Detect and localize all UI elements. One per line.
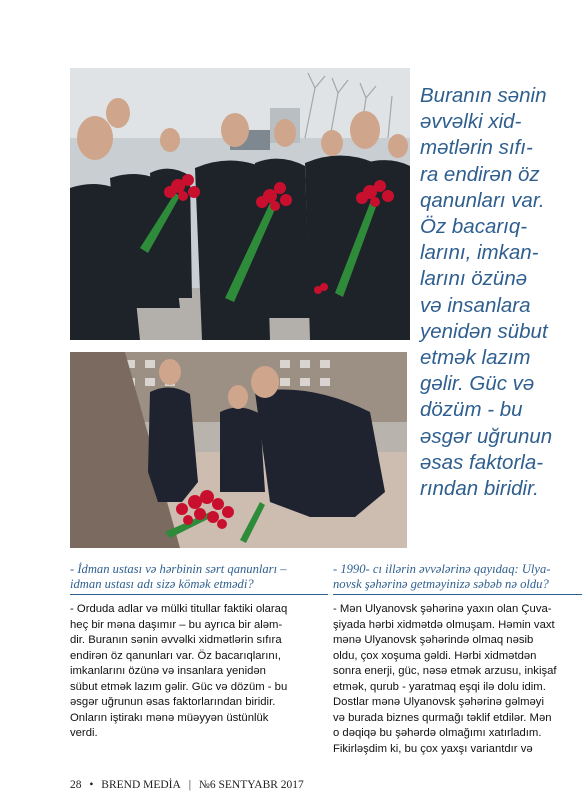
answer-line: Dostlar mənə Ulyanovsk şəhərinə gəlməyi (333, 696, 544, 708)
photo-officials-with-flowers (70, 68, 410, 340)
question-line: idman ustası adı sizə kömək etmədi? (70, 576, 254, 591)
question-divider-right (333, 594, 582, 595)
interview-question-right (333, 562, 585, 591)
answer-line: mənə Ulyanovsk şəhərində olmaq nəsib (333, 634, 534, 646)
footer-bullet: • (89, 779, 94, 791)
pull-quote-line: əvvəlki xid- (420, 110, 522, 134)
page-number: 28 (70, 779, 82, 791)
question-line: - 1990- cı illərin əvvələrinə qayıdaq: Ulya- (333, 562, 551, 576)
answer-line: sonra enerji, güc, nəsə etmək arzusu, inkişaf (333, 665, 557, 677)
answer-line: oldu, çox xoşuma gəldi. Hərbi xidmətdən (333, 649, 537, 662)
answer-line: sübut etmək lazım gəlir. Güc və dözüm - bu (70, 680, 288, 693)
pull-quote-line: ra endirən öz (420, 162, 540, 186)
answer-line: etmək, qurub - yaratmaq eşqi ilə dolu idim. (333, 680, 546, 693)
interview-question-left (70, 562, 328, 591)
pull-quote (420, 83, 580, 502)
answer-line: dir. Buranın sənin əvvəlki xidmətlərin sıfıra (70, 634, 282, 646)
answer-line: o dəqiqə bu şəhərdə olmağımı xatırladım. (333, 727, 542, 739)
magazine-name: BREND MEDİA (101, 779, 181, 791)
answer-line: - Orduda adlar və mülki titullar faktiki olaraq (70, 603, 288, 615)
answer-line: imkanlarını özünə və insanlara yenidən (70, 665, 266, 677)
photo-wreath-laying (70, 352, 407, 548)
pull-quote-line: etmək lazım (420, 346, 531, 370)
pull-quote-line: larını özünə (420, 267, 528, 291)
question-line: - İdman ustası və hərbinin sərt qanunları – (70, 562, 287, 576)
answer-line: - Mən Ulyanovsk şəhərinə yaxın olan Çuva- (333, 603, 552, 615)
pull-quote-line: dözüm - bu (420, 398, 523, 422)
page-footer (70, 779, 304, 791)
pull-quote-line: və insanlara (420, 293, 531, 317)
pull-quote-line: gəlir. Güc və (420, 372, 535, 396)
answer-line: və burada biznes qurmağı təklif etdilər. Mən (333, 711, 552, 724)
interview-answer-left (70, 602, 328, 742)
question-line: novsk şəhərinə getməyinizə səbəb nə oldu? (333, 576, 549, 591)
pull-quote-line: əsas faktorla- (420, 450, 544, 474)
question-divider-left (70, 594, 328, 595)
answer-line: verdi. (70, 727, 98, 739)
answer-line: şiyada hərbi xidmətdə olmuşam. Həmin vaxt (333, 618, 555, 631)
pull-quote-line: mətlərin sıfı- (420, 136, 533, 160)
pull-quote-line: Buranın sənin (420, 84, 547, 107)
pull-quote-line: qanunları var. (420, 188, 545, 212)
issue-info: №6 SENTYABR 2017 (198, 779, 304, 791)
interview-answer-right (333, 602, 585, 757)
answer-line: Onların iştirakı mənə müəyyən üstünlük (70, 711, 269, 724)
pull-quote-line: larını, imkan- (420, 241, 539, 265)
pull-quote-line: yenidən sübut (420, 319, 548, 343)
pull-quote-line: Öz bacarıq- (420, 215, 528, 239)
answer-line: endirən öz qanunları var. Öz bacarıqlarını, (70, 649, 281, 662)
footer-separator: | (188, 779, 192, 791)
answer-line: Fikirləşdim ki, bu çox yaxşı variantdır və (333, 742, 533, 755)
answer-line: heç bir məna daşımır – bu ayrıca bir aləm- (70, 618, 283, 631)
pull-quote-line: əsgər uğrunun (420, 424, 553, 448)
answer-line: əsgər uğrunun əsas faktorlarından biridir. (70, 696, 276, 708)
pull-quote-line: rından biridir. (420, 477, 539, 501)
